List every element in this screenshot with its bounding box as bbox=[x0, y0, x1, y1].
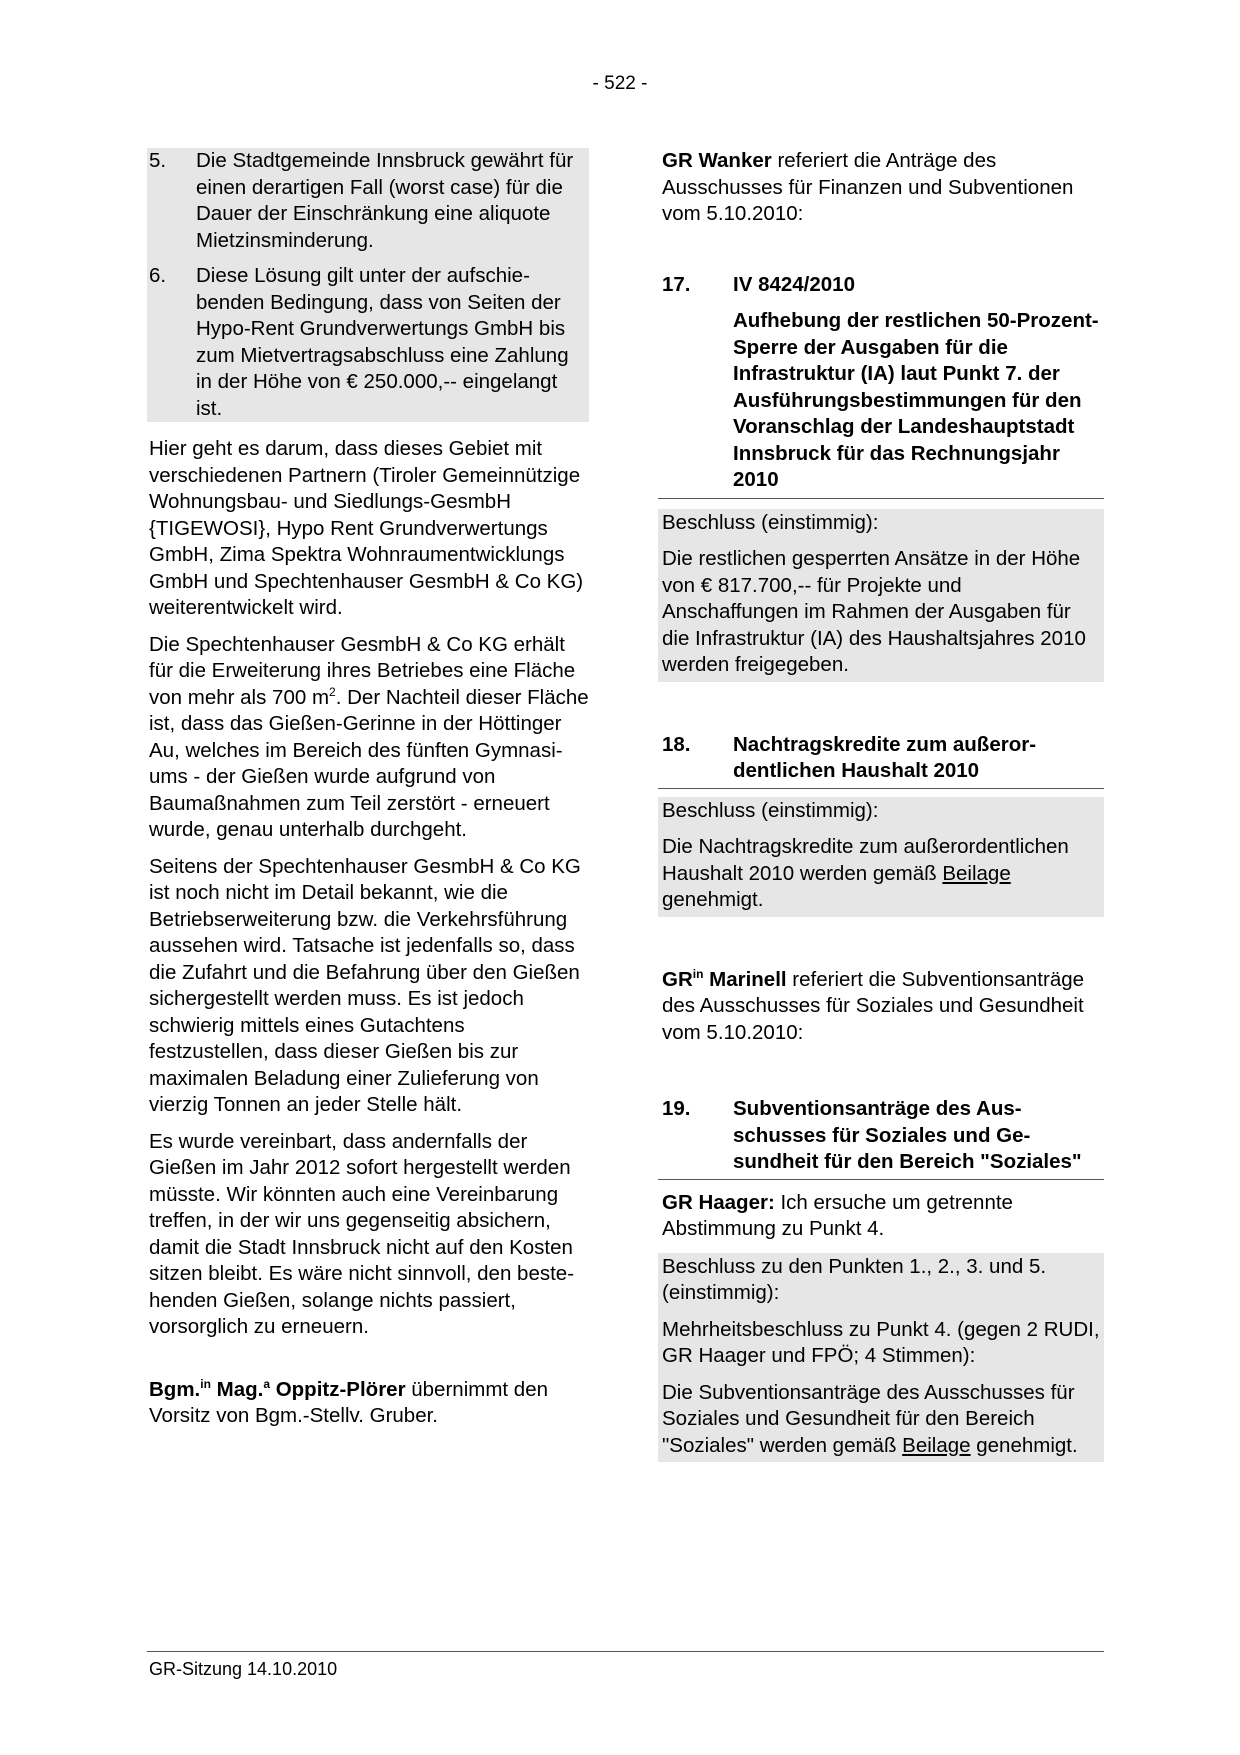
text: referiert die Subventionsanträge des Ausschusses für Soziales und Gesundheit vom 5.10.2010: bbox=[662, 967, 1085, 1044]
agenda-title: Nachtragskredite zum außerordentlichen Haushalt 2010 bbox=[733, 732, 1037, 782]
left-column bbox=[147, 148, 589, 1430]
resolution-box bbox=[658, 509, 1104, 682]
conditions-list bbox=[147, 148, 589, 422]
agenda-reference: IV 8424/2010 bbox=[733, 272, 855, 296]
paragraph bbox=[658, 967, 1104, 1047]
paragraph: Hier geht es darum, dass dieses Gebiet mit verschiedenen Partnern (Tiroler Gemeinnützige Wohnungsbau- und Siedlungs-GesmbH {TIGEWOSI}, Hypo Rent Grundverwertungs GmbH, Zima Spektra Wohnraumentwicklungs GmbH und Spechtenhauser GesmbH & Co KG) weiterentwickelt wird. bbox=[149, 437, 584, 619]
resolution-label: Beschluss (einstimmig): bbox=[662, 798, 879, 822]
footer-text: GR-Sitzung 14.10.2010 bbox=[149, 1659, 338, 1679]
superscript: 2 bbox=[329, 684, 336, 699]
paragraph: Es wurde vereinbart, dass andernfalls der Gießen im Jahr 2012 sofort hergestellt werden müsste. Wir könnten auch eine Vereinbarung treffen, in der wir uns gegenseitig absichern, damit die Stadt Innsbruck nicht auf den Kosten sitzen bleibt. Es wäre nicht sinnvoll, den bestehenden Gießen, solange nichts passiert, vorsorglich zu erneuern. bbox=[149, 1129, 575, 1338]
agenda-number: 18. bbox=[662, 732, 691, 756]
paragraph bbox=[658, 1190, 1104, 1243]
list-item bbox=[147, 148, 589, 254]
paragraph bbox=[147, 632, 589, 844]
paragraph: Seitens der Spechtenhauser GesmbH & Co KG ist noch nicht im Detail bekannt, wie die Betriebserweiterung bzw. die Verkehrsführung aussehen wird. Tatsache ist jedenfalls so, dass die Zufahrt und die Befahrung über den Gießen sichergestellt werden muss. Es ist jedoch schwierig mittels eines Gutachtens festzustellen, dass dieser Gießen bis zur maximalen Beladung einer Zulieferung von vierzig Tonnen an jeder Stelle hält. bbox=[149, 854, 581, 1116]
divider bbox=[658, 1179, 1104, 1180]
text: referiert die Anträge des Ausschusses für Finanzen und Subventionen vom 5.10.2010: bbox=[662, 149, 1074, 225]
agenda-item-17 bbox=[658, 272, 1104, 494]
resolution-label: Mehrheitsbeschluss zu Punkt 4. (gegen 2 RUDI, GR Haager und FPÖ; 4 Stimmen): bbox=[662, 1317, 1100, 1367]
resolution-text: Die Nachtragskredite zum außerordentlichen Haushalt 2010 werden gemäß Beilage genehmigt. bbox=[662, 835, 1069, 911]
agenda-number: 19. bbox=[662, 1097, 691, 1120]
divider bbox=[658, 498, 1104, 499]
agenda-title: Subventionsanträge des Ausschusses für Soziales und Gesundheit für den Bereich "Soziales" bbox=[733, 1097, 1082, 1173]
resolution-box bbox=[658, 797, 1104, 917]
text: übernimmt den Vorsitz von Bgm.-Stellv. Gruber. bbox=[149, 1377, 548, 1427]
agenda-item-18 bbox=[658, 732, 1104, 785]
right-column bbox=[658, 148, 1104, 1462]
agenda-title: Aufhebung der restlichen 50-Prozent-Sperre der Ausgaben für die Infrastruktur (IA) laut Punkt 7. der Ausführungsbestimmungen für den Voranschlag der Landeshauptstadt Innsbruck für das Rechnungsjahr 2010 bbox=[733, 309, 1099, 491]
text: Die Spechtenhauser GesmbH & Co KG erhält für die Erweiterung ihres Betriebes eine Fläche von mehr als 700 m bbox=[149, 632, 576, 709]
text: . Der Nachteil dieser Fläche ist, dass das Gießen-Gerinne in der Höttinger Au, welches im Bereich des fünften Gymnasiums - der Gießen wurde aufgrund von Baumaßnahmen zum Teil zerstört - erneuert wurde, genau unterhalb durchgeht. bbox=[149, 685, 589, 841]
item-number: 6. bbox=[149, 264, 167, 287]
speaker-name: GR Haager: bbox=[662, 1190, 775, 1214]
footer-divider bbox=[147, 1651, 1104, 1652]
speaker-name: GR Wanker bbox=[662, 149, 772, 172]
paragraph bbox=[147, 1377, 589, 1430]
resolution-box bbox=[658, 1253, 1104, 1463]
item-text: Diese Lösung gilt unter der aufschiebenden Bedingung, dass von Seiten der Hypo-Rent Grundverwertungs GmbH bis zum Mietvertragsabschluss eine Zahlung in der Höhe von € 250.000,-- eingelangt ist. bbox=[196, 264, 569, 420]
agenda-number: 17. bbox=[662, 272, 691, 296]
list-item bbox=[147, 263, 589, 422]
resolution-text: Die restlichen gesperrten Ansätze in der Höhe von € 817.700,-- für Projekte und Anschaffungen im Rahmen der Ausgaben für die Infrastruktur (IA) des Haushaltsjahres 2010 werden freigegeben. bbox=[662, 547, 1086, 676]
resolution-label: Beschluss (einstimmig): bbox=[662, 510, 879, 534]
page-number: - 522 - bbox=[592, 73, 648, 94]
beilage-link[interactable]: Beilage bbox=[902, 1433, 971, 1457]
divider bbox=[658, 788, 1104, 789]
beilage-link[interactable]: Beilage bbox=[942, 861, 1011, 885]
item-text: Die Stadtgemeinde Innsbruck gewährt für einen derartigen Fall (worst case) für die Dauer der Einschränkung eine aliquote Mietzinsminderung. bbox=[196, 149, 574, 252]
speaker-name: $GR^{in}$ Marinell bbox=[662, 966, 787, 991]
text: Ich ersuche um getrennte Abstimmung zu Punkt 4. bbox=[662, 1190, 1013, 1240]
speaker-name: Bgm.$^{in}$ Mag.$^a$ Oppitz-Plörer bbox=[149, 1376, 406, 1401]
resolution-text: Die Subventionsanträge des Ausschusses für Soziales und Gesundheit für den Bereich "Soziales" werden gemäß Beilage genehmigt. bbox=[662, 1380, 1078, 1457]
item-number: 5. bbox=[149, 149, 167, 172]
resolution-label: Beschluss zu den Punkten 1., 2., 3. und 5. (einstimmig): bbox=[662, 1254, 1047, 1304]
agenda-item-19 bbox=[658, 1096, 1104, 1176]
paragraph bbox=[658, 148, 1104, 228]
